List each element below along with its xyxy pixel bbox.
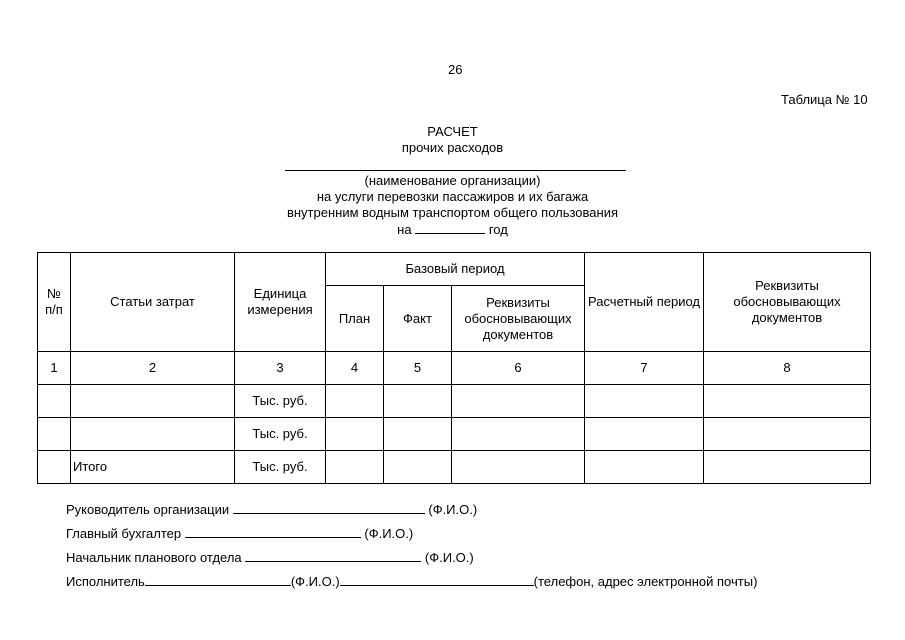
expenses-table	[37, 252, 871, 484]
header-plan: План	[326, 286, 384, 352]
signature-head-label: Руководитель организации	[66, 502, 230, 517]
row-cell	[585, 451, 704, 484]
column-number: 7	[585, 352, 704, 385]
row-cell	[704, 385, 871, 418]
signature-accountant-label: Главный бухгалтер	[66, 526, 182, 541]
signature-blank	[233, 501, 425, 514]
year-suffix: год	[488, 222, 508, 237]
row-cell	[704, 451, 871, 484]
row-cell	[585, 418, 704, 451]
row-num	[38, 385, 71, 418]
column-number: 1	[38, 352, 71, 385]
signature-executor-label: Исполнитель	[66, 574, 145, 589]
column-number: 8	[704, 352, 871, 385]
header-base-period: Базовый период	[326, 253, 585, 286]
year-line	[0, 221, 905, 237]
column-number: 5	[384, 352, 452, 385]
row-cell	[452, 385, 585, 418]
row-num	[38, 451, 71, 484]
header-unit: Единица измерения	[235, 253, 326, 352]
row-unit: Тыс. руб.	[235, 418, 326, 451]
signature-head	[66, 501, 477, 517]
row-item	[71, 385, 235, 418]
table-row	[38, 418, 871, 451]
document-subtitle: прочих расходов	[401, 140, 504, 155]
column-number: 3	[235, 352, 326, 385]
organization-caption: (наименование организации)	[364, 173, 541, 188]
fio-label: (Ф.И.О.)	[364, 526, 414, 541]
row-unit: Тыс. руб.	[235, 451, 326, 484]
year-prefix: на	[397, 222, 412, 237]
row-cell	[326, 385, 384, 418]
contact-label: (телефон, адрес электронной почты)	[533, 574, 758, 589]
header-calc-period: Расчетный период	[585, 253, 704, 352]
description-line-1: на услуги перевозки пассажиров и их багажа	[316, 189, 589, 204]
header-fact: Факт	[384, 286, 452, 352]
header-docs: Реквизиты обосновывающих документов	[704, 253, 871, 352]
organization-name-line	[285, 170, 626, 171]
table-label: Таблица № 10	[781, 92, 868, 107]
signature-planning-label: Начальник планового отдела	[66, 550, 242, 565]
header-items: Статьи затрат	[71, 253, 235, 352]
signature-planning-head	[66, 549, 474, 565]
row-cell	[452, 451, 585, 484]
row-cell	[326, 418, 384, 451]
contact-blank	[340, 573, 534, 586]
signature-blank	[185, 525, 361, 538]
description-line-2: внутренним водным транспортом общего пользования	[286, 205, 619, 220]
column-numbers-row	[38, 352, 871, 385]
signature-blank	[145, 573, 291, 586]
header-num: № п/п	[38, 253, 71, 352]
row-cell	[452, 418, 585, 451]
row-cell	[704, 418, 871, 451]
table-row-total	[38, 451, 871, 484]
signature-chief-accountant	[66, 525, 413, 541]
header-base-docs: Реквизиты обосновывающих документов	[452, 286, 585, 352]
row-cell	[384, 418, 452, 451]
row-cell	[384, 385, 452, 418]
year-blank	[415, 221, 485, 234]
row-cell	[585, 385, 704, 418]
fio-label: (Ф.И.О.)	[424, 550, 474, 565]
column-number: 2	[71, 352, 235, 385]
signature-executor	[66, 573, 757, 589]
row-unit: Тыс. руб.	[235, 385, 326, 418]
column-number: 4	[326, 352, 384, 385]
fio-label: (Ф.И.О.)	[428, 502, 478, 517]
document-title: РАСЧЕТ	[427, 124, 478, 139]
table-row	[38, 385, 871, 418]
row-item	[71, 418, 235, 451]
row-cell	[384, 451, 452, 484]
column-number: 6	[452, 352, 585, 385]
row-cell	[326, 451, 384, 484]
fio-label: (Ф.И.О.)	[290, 574, 340, 589]
signature-blank	[245, 549, 421, 562]
row-num	[38, 418, 71, 451]
page-number: 26	[448, 62, 463, 77]
row-item: Итого	[71, 451, 235, 484]
